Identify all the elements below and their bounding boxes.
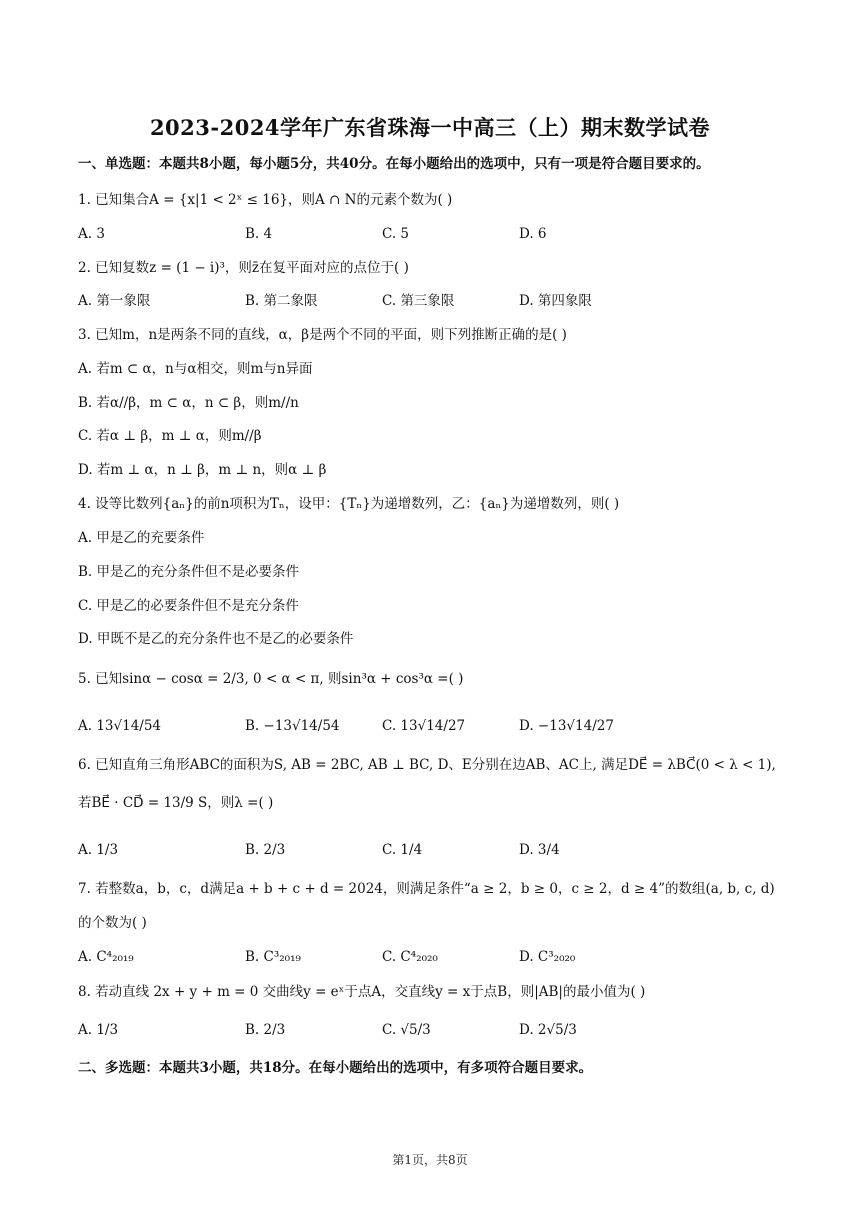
exam-title: 2023-2024学年广东省珠海一中高三（上）期末数学试卷 bbox=[149, 115, 711, 140]
page-number-footer: 第1页，共8页 bbox=[392, 1153, 468, 1167]
question-6-options bbox=[78, 840, 798, 864]
question-2-option-c: C. 第三象限 bbox=[382, 293, 455, 309]
section-heading-multiple-choice: 二、多选题：本题共3小题，共18分。在每小题给出的选项中，有多项符合题目要求。 bbox=[78, 1060, 593, 1076]
question-8-option-c: C. √5/3 bbox=[382, 1022, 431, 1038]
question-3-option-c: C. 若α ⊥ β，m ⊥ α，则m//β bbox=[78, 428, 262, 444]
question-2-option-d: D. 第四象限 bbox=[519, 293, 592, 309]
question-8-option-b: B. 2/3 bbox=[245, 1022, 286, 1038]
question-4-stem: 4. 设等比数列{aₙ}的前n项积为Tₙ，设甲：{Tₙ}为递增数列，乙：{aₙ}为递增数列，则( ) bbox=[78, 496, 620, 512]
question-8-options bbox=[78, 1020, 798, 1044]
question-5-options bbox=[78, 716, 798, 740]
question-4-option-b: B. 甲是乙的充分条件但不是必要条件 bbox=[78, 564, 300, 580]
question-1-option-a: A. 3 bbox=[78, 226, 105, 242]
question-7-option-d: D. C³₂₀₂₀ bbox=[519, 949, 576, 965]
question-6-option-c: C. 1/4 bbox=[382, 842, 423, 858]
question-8-stem: 8. 若动直线 2x + y + m = 0 交曲线y = eˣ于点A，交直线y = x于点B，则|AB|的最小值为( ) bbox=[78, 984, 646, 1000]
question-4-option-a: A. 甲是乙的充要条件 bbox=[78, 530, 205, 546]
question-8-option-a: A. 1/3 bbox=[78, 1022, 119, 1038]
question-3-stem: 3. 已知m，n是两条不同的直线，α，β是两个不同的平面，则下列推断正确的是( ) bbox=[78, 327, 567, 343]
question-6-stem-line-1: 6. 已知直角三角形ABC的面积为S, AB = 2BC, AB ⊥ BC, D、E分别在边AB、AC上, 满足DE⃗ = λBC⃗(0 < λ < 1), bbox=[78, 757, 776, 773]
question-5-option-d: D. −13√14/27 bbox=[519, 718, 614, 734]
question-7-options bbox=[78, 947, 798, 971]
question-2-options bbox=[78, 291, 798, 315]
question-6-stem-line-2: 若BE⃗ · CD⃗ = 13/9 S，则λ =( ) bbox=[78, 795, 274, 811]
question-7-option-b: B. C³₂₀₁₉ bbox=[245, 949, 301, 965]
question-6-option-b: B. 2/3 bbox=[245, 842, 286, 858]
question-4-option-d: D. 甲既不是乙的充分条件也不是乙的必要条件 bbox=[78, 631, 354, 647]
question-1-stem: 1. 已知集合A = {x|1 < 2ˣ ≤ 16}，则A ∩ N的元素个数为( ) bbox=[78, 192, 453, 208]
question-7-stem-line-2: 的个数为( ) bbox=[78, 915, 147, 931]
question-5-option-a: A. 13√14/54 bbox=[78, 718, 162, 734]
question-7-stem-line-1: 7. 若整数a，b，c，d满足a + b + c + d = 2024，则满足条件“a ≥ 2，b ≥ 0，c ≥ 2，d ≥ 4”的数组(a, b, c, d) bbox=[78, 881, 775, 897]
question-5-option-c: C. 13√14/27 bbox=[382, 718, 466, 734]
question-2-stem: 2. 已知复数z = (1 − i)³，则z̄在复平面对应的点位于( ) bbox=[78, 260, 409, 276]
question-4-option-c: C. 甲是乙的必要条件但不是充分条件 bbox=[78, 598, 299, 614]
section-heading-single-choice: 一、单选题：本题共8小题，每小题5分，共40分。在每小题给出的选项中，只有一项是符合题目要求的。 bbox=[78, 156, 710, 172]
question-3-option-a: A. 若m ⊂ α，n与α相交，则m与n异面 bbox=[78, 361, 313, 377]
question-8-option-d: D. 2√5/3 bbox=[519, 1022, 577, 1038]
question-1-options bbox=[78, 224, 798, 248]
question-5-option-b: B. −13√14/54 bbox=[245, 718, 340, 734]
question-6-option-d: D. 3/4 bbox=[519, 842, 560, 858]
question-5-stem: 5. 已知sinα − cosα = 2/3, 0 < α < π, 则sin³α + cos³α =( ) bbox=[78, 671, 464, 687]
question-2-option-a: A. 第一象限 bbox=[78, 293, 151, 309]
question-1-option-b: B. 4 bbox=[245, 226, 273, 242]
question-7-option-a: A. C⁴₂₀₁₉ bbox=[78, 949, 134, 965]
question-7-option-c: C. C⁴₂₀₂₀ bbox=[382, 949, 438, 965]
question-1-option-d: D. 6 bbox=[519, 226, 547, 242]
question-6-option-a: A. 1/3 bbox=[78, 842, 119, 858]
question-2-option-b: B. 第二象限 bbox=[245, 293, 318, 309]
question-1-option-c: C. 5 bbox=[382, 226, 410, 242]
question-3-option-d: D. 若m ⊥ α，n ⊥ β，m ⊥ n，则α ⊥ β bbox=[78, 462, 327, 478]
question-3-option-b: B. 若α//β，m ⊂ α，n ⊂ β，则m//n bbox=[78, 395, 299, 411]
